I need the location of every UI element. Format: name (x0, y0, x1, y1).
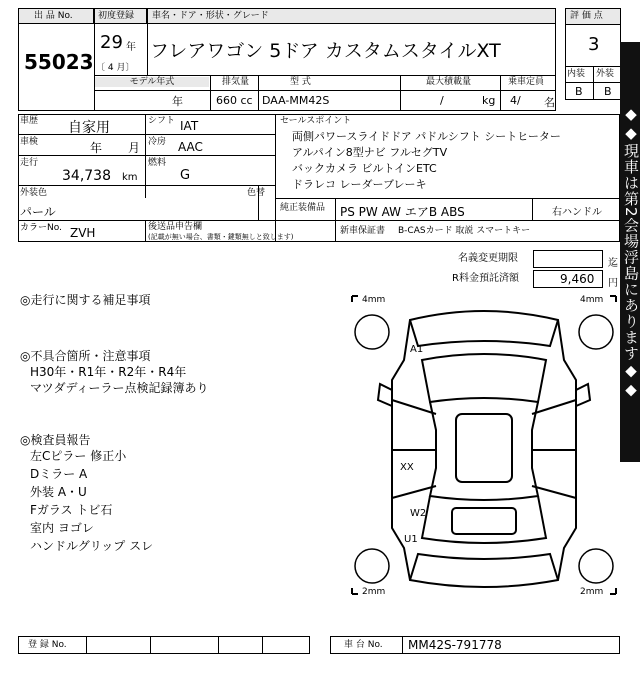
first-reg-year-suffix: 年 (126, 42, 136, 53)
steering: 右ハンドル (552, 207, 602, 218)
defects-line-2: マツダディーラー点検記録簿あり (30, 381, 209, 395)
sales-points-label: セールスポイント (280, 116, 352, 126)
ac-label: 冷房 (148, 137, 167, 147)
car-name: フレアワゴン 5ドア カスタムスタイルXT (150, 40, 501, 62)
sales-point-line-4: ドラレコ レーダーブレーキ (292, 178, 427, 191)
aftermarket-note: (記載が無い場合、書類・鍵類無しと致します) (148, 233, 294, 241)
fee-unit: 円 (608, 278, 618, 289)
inspector-line-2: Dミラー A (30, 467, 88, 481)
fee-value: 9,460 (560, 272, 595, 286)
model-code: DAA-MM42S (262, 94, 330, 107)
exterior-label: 外装 (596, 69, 615, 79)
interior-label: 内装 (567, 69, 586, 79)
warranty-value: B-CASカード 取説 スマートキー (398, 226, 531, 236)
mileage-unit: km (122, 172, 138, 183)
inspector-line-5: 室内 ヨゴレ (30, 521, 94, 535)
driving-notes-title: ◎走行に関する補足事項 (20, 293, 151, 307)
name-change-label: 名義変更期限 (458, 253, 518, 264)
shift-label: シフト (148, 116, 176, 126)
mileage-label: 走行 (20, 158, 39, 168)
ext-color: パール (20, 205, 56, 219)
tread-front-right: 4mm (580, 295, 604, 305)
model-code-label: 型 式 (290, 77, 311, 87)
capacity: 4/ (510, 94, 521, 107)
chassis-label: 車 台 No. (344, 640, 383, 650)
chassis-number: MM42S-791778 (408, 638, 502, 652)
fuel: G (180, 168, 191, 183)
max-load-slash: / (440, 94, 444, 107)
defects-line-1: H30年・R1年・R2年・R4年 (30, 365, 187, 379)
inspector-line-4: Fガラス トビ石 (30, 503, 113, 517)
capacity-label: 乗車定員 (508, 77, 545, 87)
name-change-box (533, 250, 603, 268)
fee-label: R料金預託済額 (452, 273, 519, 284)
history: 自家用 (68, 120, 110, 136)
damage-mark-w2: W2 (410, 508, 427, 519)
defects-title: ◎不具合箇所・注意事項 (20, 349, 151, 363)
mileage: 34,738 (62, 168, 111, 184)
inspector-line-1: 左Cピラー 修正小 (30, 449, 127, 463)
tread-rear-right: 2mm (580, 587, 604, 597)
sales-point-line-2: アルパイン8型ナビ フルセグTV (292, 146, 448, 159)
shift: IAT (180, 119, 199, 133)
inspection-year: 年 (90, 141, 103, 155)
aftermarket-label: 後送品申告欄 (148, 222, 203, 232)
capacity-unit: 名 (544, 96, 555, 109)
model-year-label: モデル年式 (95, 77, 209, 87)
first-reg-year: 29 (100, 32, 123, 53)
damage-mark-a1: A1 (410, 344, 424, 355)
color-change-label: 色替 (247, 188, 266, 198)
displacement-label: 排気量 (222, 77, 250, 87)
model-year-suffix: 年 (172, 95, 183, 108)
car-damage-diagram (348, 290, 620, 600)
equipment-value: PS PW AW エアB ABS (340, 205, 465, 219)
damage-mark-u1: U1 (404, 534, 418, 545)
tread-rear-left: 2mm (362, 587, 386, 597)
damage-mark-xx: XX (400, 462, 414, 473)
inspection-label: 車検 (20, 137, 39, 147)
first-reg-month: 〔 4 月〕 (96, 63, 135, 73)
tread-front-left: 4mm (362, 295, 386, 305)
color-no: ZVH (70, 226, 96, 240)
ext-color-label: 外装色 (20, 188, 48, 198)
displacement: 660 cc (216, 94, 253, 107)
side-banner: ◆◆現車は第2会場浮島にあります◆◆ (620, 42, 640, 462)
max-load-label: 最大積載量 (426, 77, 472, 87)
sales-point-line-1: 両側パワースライドドア パドルシフト シートヒーター (292, 130, 561, 143)
fuel-label: 燃料 (148, 158, 167, 168)
score-label: 評 価 点 (570, 11, 603, 21)
inspector-line-3: 外装 A・U (30, 485, 87, 499)
ac: AAC (178, 140, 203, 154)
inspector-title: ◎検査員報告 (20, 433, 91, 447)
warranty-label: 新車保証書 (340, 226, 386, 236)
sales-point-line-3: バックカメラ ビルトインETC (292, 162, 437, 175)
lot-label: 出 品 No. (34, 11, 73, 21)
color-no-label: カラーNo. (20, 223, 62, 233)
score-total: 3 (588, 34, 600, 55)
registration-label: 登 録 No. (28, 640, 67, 650)
car-name-label: 車名・ドア・形状・グレード (152, 11, 269, 21)
first-reg-label: 初度登録 (98, 11, 135, 21)
lot-number: 55023 (24, 50, 94, 74)
max-load-unit: kg (482, 94, 496, 107)
history-label: 車歴 (20, 116, 39, 126)
inspection-month: 月 (128, 141, 141, 155)
exterior-score: B (604, 85, 612, 98)
inspector-line-6: ハンドルグリップ スレ (30, 539, 154, 553)
interior-score: B (575, 85, 583, 98)
tax-label: 迄 (608, 258, 618, 269)
equipment-label: 純正装備品 (280, 203, 326, 213)
